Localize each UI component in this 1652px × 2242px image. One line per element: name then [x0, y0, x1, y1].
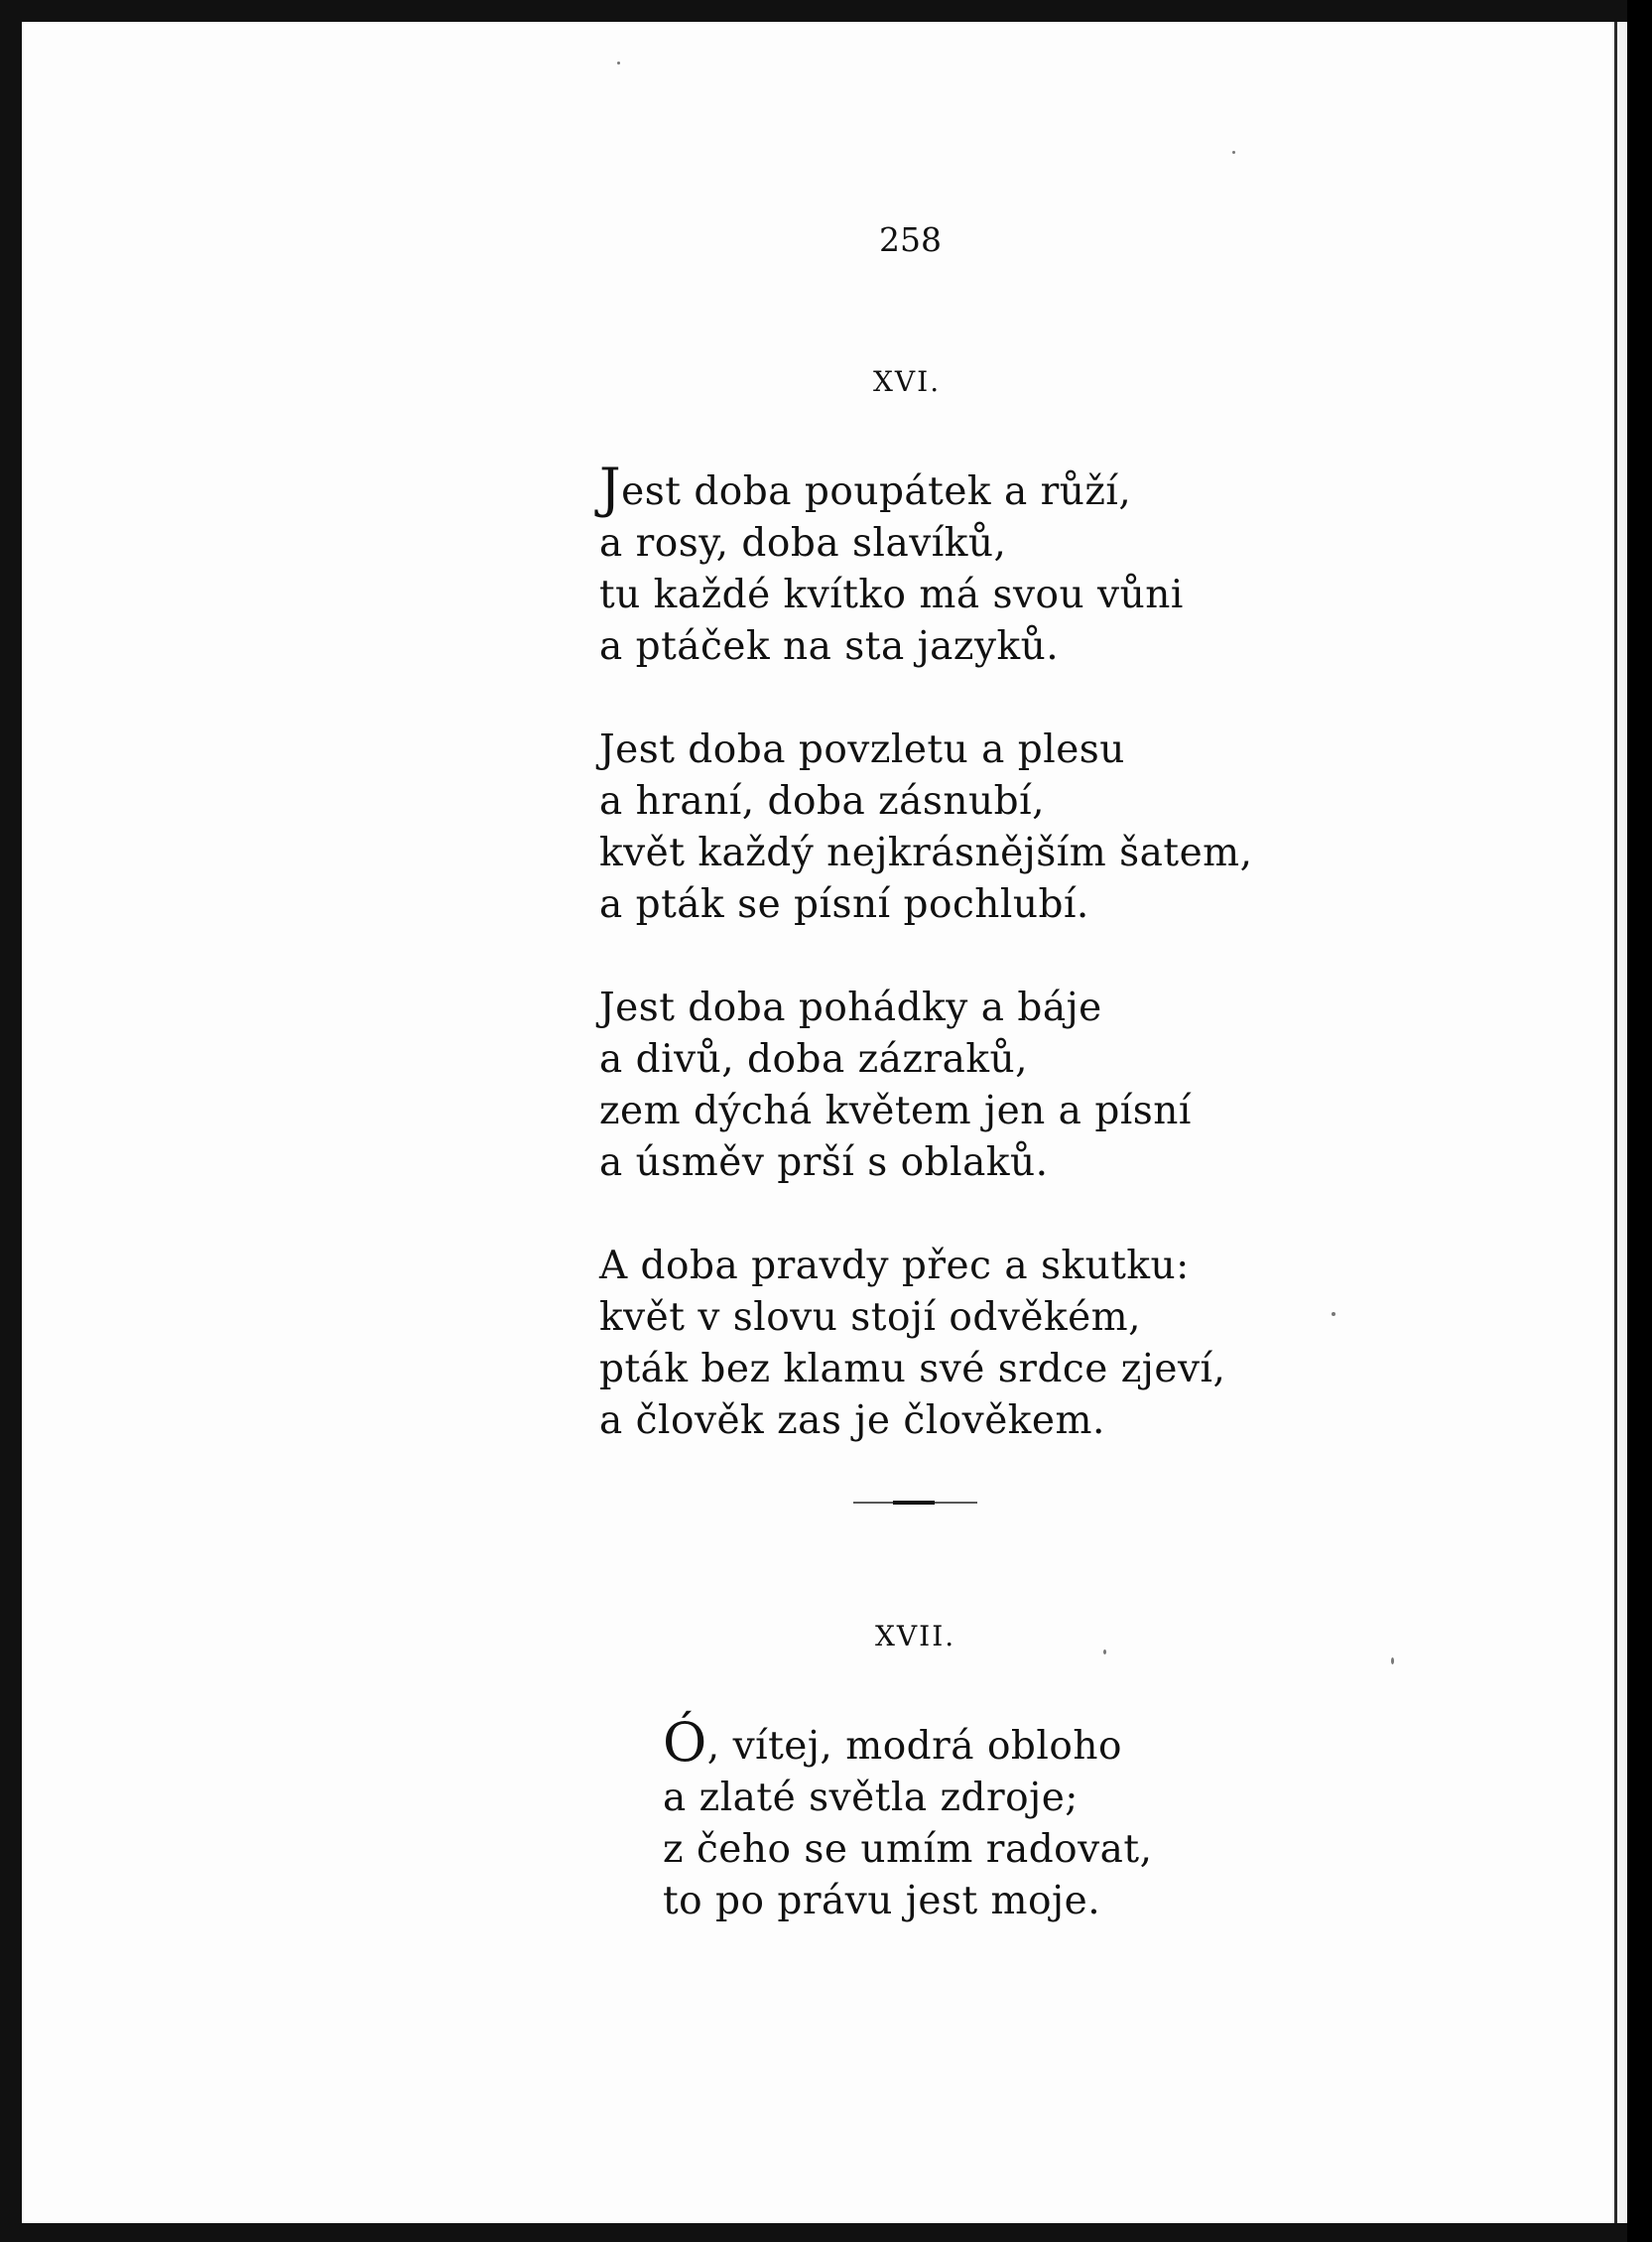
paper-speck: [1232, 151, 1235, 154]
paper-speck: [1391, 1657, 1394, 1664]
poem-line: A doba pravdy přec a skutku:: [599, 1244, 1190, 1288]
first-line-text: , vítej, modrá obloho: [706, 1724, 1122, 1769]
poem-line: a zlaté světla zdroje;: [663, 1776, 1079, 1820]
poem-line: a rosy, doba slavíků,: [599, 521, 1007, 566]
facing-page-edge: [1617, 22, 1627, 2223]
stanza: [599, 457, 1253, 673]
stanza: [663, 1711, 1153, 1927]
stanza: [599, 983, 1253, 1189]
poem-line: Jest doba pohádky a báje: [599, 986, 1102, 1030]
poem-line: a ptáček na sta jazyků.: [599, 624, 1060, 669]
poem-line: pták bez klamu své srdce zjeví,: [599, 1347, 1226, 1391]
paper-speck: [1332, 1312, 1335, 1316]
poem-line: z čeho se umím radovat,: [663, 1827, 1153, 1872]
poem-xvi: [599, 457, 1253, 1447]
poem-line: a pták se písní pochlubí.: [599, 882, 1089, 927]
section-heading-xvii: XVII.: [875, 1620, 956, 1652]
stanza: [599, 1241, 1253, 1447]
poem-line: to po právu jest moje.: [663, 1879, 1101, 1923]
poem-line: květ v slovu stojí odvěkém,: [599, 1295, 1142, 1340]
poem-line: a divů, doba zázraků,: [599, 1037, 1028, 1082]
paper-speck: [1103, 1649, 1106, 1654]
poem-line: zem dýchá květem jen a písní: [599, 1089, 1192, 1133]
poem-xvii: [663, 1711, 1153, 1927]
poem-line: Jest doba povzletu a plesu: [599, 727, 1125, 772]
dropcap: J: [599, 457, 622, 519]
stanza: [599, 725, 1253, 931]
poem-line: a člověk zas je člověkem.: [599, 1398, 1105, 1443]
poem-line: a hraní, doba zásnubí,: [599, 779, 1045, 824]
first-line-text: est doba poupátek a růží,: [621, 469, 1132, 514]
poem-line: a úsměv prší s oblaků.: [599, 1140, 1049, 1185]
poem-line: [599, 457, 1253, 519]
dropcap: Ó: [663, 1711, 707, 1774]
section-heading-xvi: XVI.: [873, 365, 942, 398]
scan-right-edge: [1627, 0, 1652, 2242]
poem-line: tu každé kvítko má svou vůni: [599, 573, 1184, 617]
section-divider: [853, 1500, 977, 1506]
paper-speck: [617, 62, 620, 65]
page-number: 258: [879, 220, 942, 259]
poem-line: květ každý nejkrásnějším šatem,: [599, 831, 1253, 875]
poem-line: [663, 1711, 1153, 1774]
